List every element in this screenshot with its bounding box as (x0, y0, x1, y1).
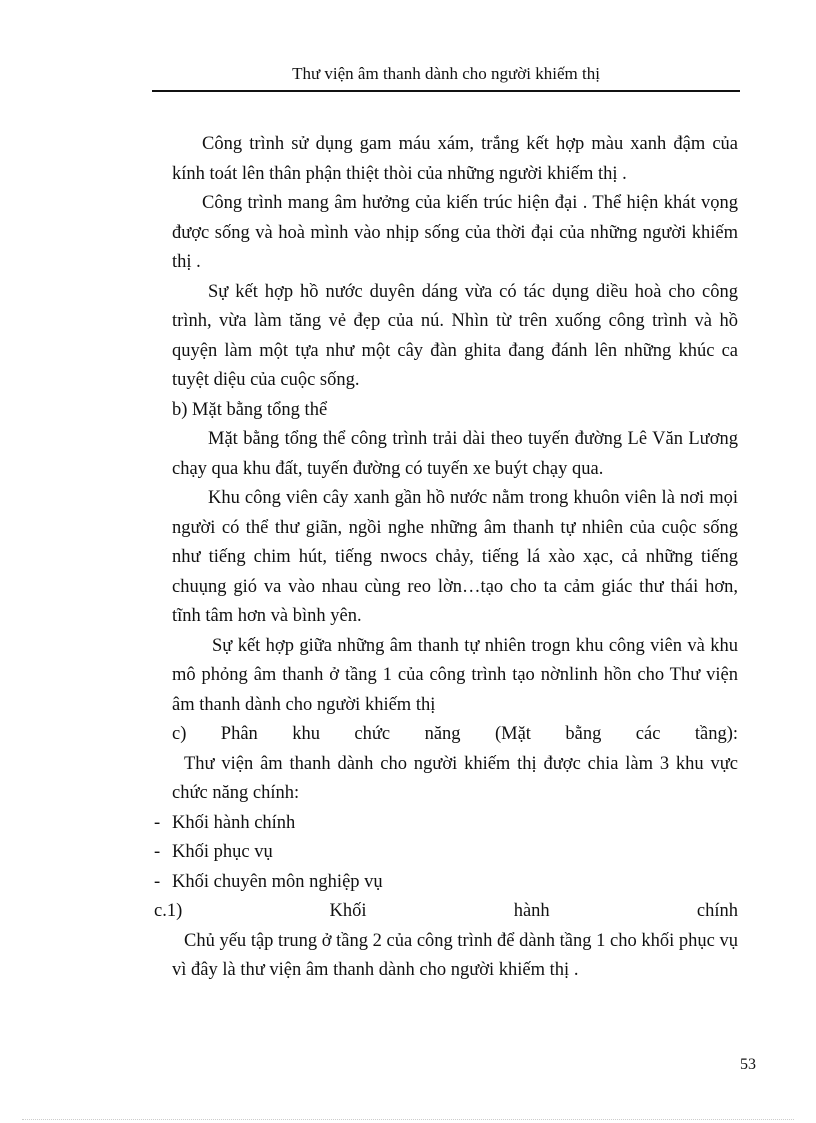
bullet-marker: - (154, 842, 161, 862)
list-item (154, 838, 738, 868)
running-header: Thư viện âm thanh dành cho người khiếm thị (292, 64, 600, 83)
bullet-text: Khối hành chính (172, 812, 296, 833)
paragraph-site-plan: Mặt bằng tổng thể công trình trải dài theo tuyến đường Lê Văn Lương chạy qua khu đất, tuyến đường có tuyến xe buýt chạy qua. (172, 429, 738, 479)
bullet-text: Khối phục vụ (172, 842, 273, 862)
list-item (154, 868, 738, 898)
heading-site-plan: b) Mặt bằng tổng thể (172, 399, 328, 420)
bullet-marker: - (154, 871, 161, 892)
header-rule (152, 90, 740, 92)
paragraph-style: Công trình mang âm hưởng của kiến trúc hiện đại . Thể hiện khát vọng được sống và hoà mình vào nhịp sống của thời đại của những người khiếm thị . (172, 193, 738, 272)
paragraph-zones-intro: Thư viện âm thanh dành cho người khiếm thị được chia làm 3 khu vực chức năng chính: (172, 753, 738, 803)
heading-admin-block: c.1) Khối hành chính (154, 901, 738, 921)
paragraph-sounds: Sự kết hợp giữa những âm thanh tự nhiên trogn khu công viên và khu mô phỏng âm thanh ở tầng 1 của công trình tạo nờnlinh hồn cho Thư viện âm thanh dành cho người khiếm thị (172, 635, 738, 715)
bullet-text: Khối chuyên môn nghiệp vụ (172, 871, 383, 892)
paragraph-admin-block: Chủ yếu tập trung ở tầng 2 của công trình để dành tầng 1 cho khối phục vụ vì đây là thư viện âm thanh dành cho người khiếm thị . (172, 930, 738, 980)
bullet-marker: - (154, 812, 161, 833)
page-number: 53 (740, 1056, 756, 1073)
page-edge-border (22, 1119, 794, 1120)
paragraph-colors: Công trình sử dụng gam máu xám, trắng kết hợp màu xanh đậm của kính toát lên thân phận thiệt thòi của những người khiếm thị . (172, 134, 738, 184)
heading-functional-zones: c) Phân khu chức năng (Mặt bằng các tầng): (172, 724, 738, 744)
paragraph-park: Khu công viên cây xanh gần hồ nước nằm trong khuôn viên là nơi mọi người có thể thư giãn, ngồi nghe những âm thanh tự nhiên của cuộc sống như tiếng chim hút, tiếng nwocs chảy, tiếng lá xào xạc, cả những tiếng chuụng gió va vào nhau cùng reo lờn…tạo cho ta cảm giác thư thái hơn, tĩnh tâm hơn và bình yên. (172, 488, 738, 626)
paragraph-lake: Sự kết hợp hồ nước duyên dáng vừa có tác dụng diều hoà cho công trình, vừa làm tăng vẻ đẹp của nú. Nhìn từ trên xuống công trình và hồ quyện làm một tựa như một cây đàn ghita đang đánh lên những khúc ca tuyệt diệu của cuộc sống. (172, 281, 738, 390)
page-body (154, 130, 738, 986)
list-item (154, 809, 738, 839)
